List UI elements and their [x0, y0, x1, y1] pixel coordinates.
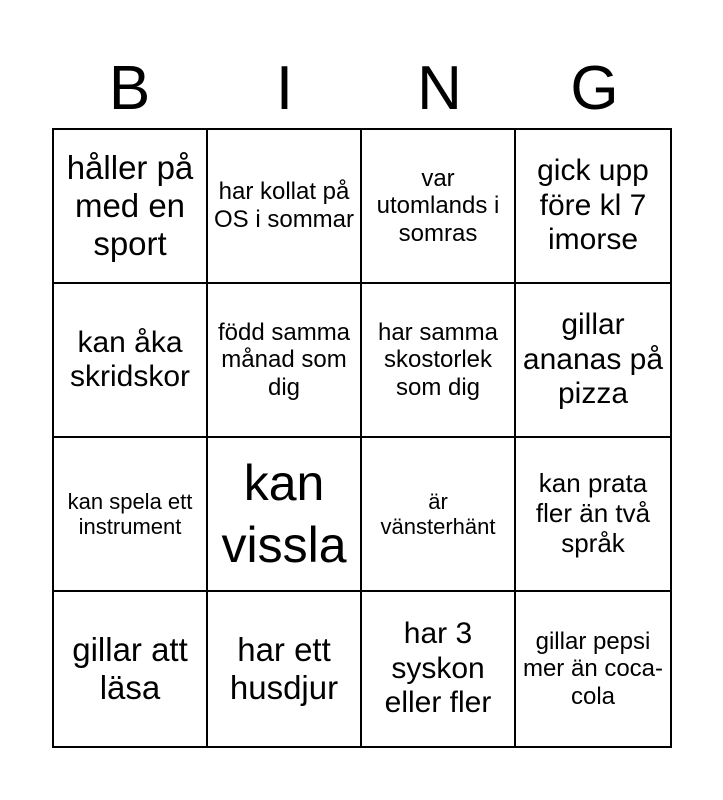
bingo-cell[interactable] — [54, 438, 208, 592]
bingo-cell[interactable] — [208, 592, 362, 746]
bingo-header — [52, 50, 672, 128]
bingo-cell[interactable] — [362, 438, 516, 592]
bingo-cell[interactable] — [54, 130, 208, 284]
cell-text: gillar pepsi mer än coca-cola — [522, 627, 664, 710]
cell-text: har 3 syskon eller fler — [384, 617, 492, 720]
header-letter-b: B — [108, 54, 151, 123]
header-letter-n: N — [417, 54, 462, 123]
cell-text: kan åka skridskor — [69, 325, 190, 393]
cell-text: är vänsterhänt — [380, 488, 496, 539]
bingo-cell[interactable] — [516, 130, 670, 284]
bingo-cell[interactable] — [208, 130, 362, 284]
cell-text: kan spela ett instrument — [67, 488, 193, 539]
bingo-cell[interactable] — [516, 592, 670, 746]
cell-text: håller på med en sport — [66, 149, 194, 262]
cell-text: kan vissla — [221, 454, 347, 573]
bingo-cell[interactable] — [208, 438, 362, 592]
cell-text: gillar att läsa — [72, 631, 188, 706]
cell-text: född samma månad som dig — [217, 318, 351, 401]
bingo-cell[interactable] — [362, 130, 516, 284]
bingo-cell[interactable] — [362, 592, 516, 746]
bingo-cell[interactable] — [362, 284, 516, 438]
header-letter-g: G — [570, 54, 619, 123]
bingo-cell[interactable] — [54, 592, 208, 746]
cell-text: har kollat på OS i sommar — [214, 178, 355, 233]
bingo-cell[interactable] — [516, 438, 670, 592]
bingo-grid — [52, 128, 672, 748]
cell-text: kan prata fler än två språk — [535, 468, 651, 558]
cell-text: har ett husdjur — [229, 631, 339, 706]
cell-text: var utomlands i somras — [376, 164, 500, 247]
cell-text: gick upp före kl 7 imorse — [537, 154, 649, 257]
bingo-cell[interactable] — [516, 284, 670, 438]
cell-text: har samma skostorlek som dig — [377, 318, 499, 401]
bingo-cell[interactable] — [208, 284, 362, 438]
bingo-cell[interactable] — [54, 284, 208, 438]
cell-text: gillar ananas på pizza — [522, 308, 664, 411]
header-letter-i: I — [275, 54, 294, 123]
